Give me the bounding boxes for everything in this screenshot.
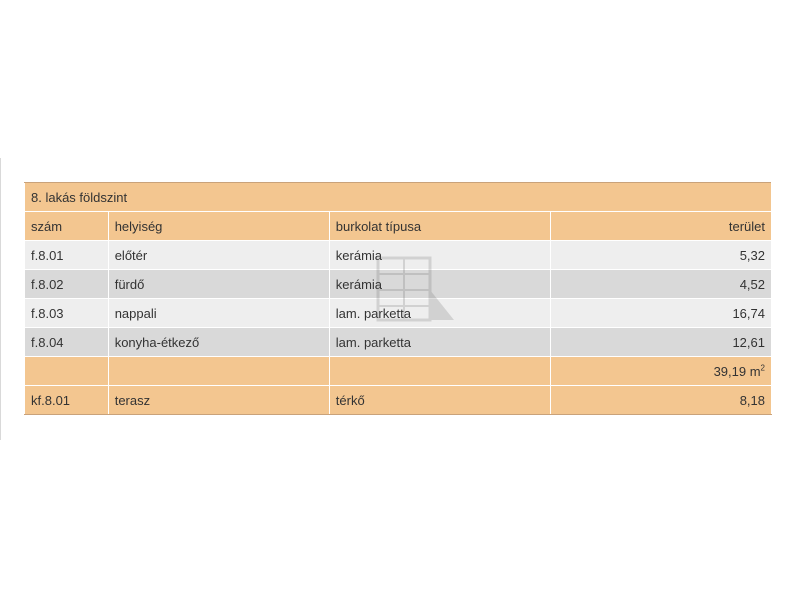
row-room: konyha-étkező [108,328,329,357]
row-flooring: kerámia [329,270,550,299]
row-area: 16,74 [550,299,771,328]
row-number: f.8.02 [25,270,109,299]
row-flooring: lam. parketta [329,299,550,328]
total-empty-cell [108,357,329,386]
row-area: 5,32 [550,241,771,270]
table-title: 8. lakás földszint [25,183,772,212]
left-edge-divider [0,158,1,440]
terrace-room: terasz [108,386,329,415]
row-flooring: lam. parketta [329,328,550,357]
row-area: 12,61 [550,328,771,357]
table-title-row [25,183,772,212]
total-area [550,357,771,386]
row-number: f.8.03 [25,299,109,328]
table-header-row [25,212,772,241]
row-room: előtér [108,241,329,270]
total-empty-cell [25,357,109,386]
terrace-flooring: térkő [329,386,550,415]
total-row [25,357,772,386]
total-empty-cell [329,357,550,386]
row-number: f.8.01 [25,241,109,270]
header-number: szám [25,212,109,241]
row-room: fürdő [108,270,329,299]
row-number: f.8.04 [25,328,109,357]
table-row [25,241,772,270]
total-area-unit-sup: 2 [760,363,765,373]
row-area: 4,52 [550,270,771,299]
terrace-number: kf.8.01 [25,386,109,415]
terrace-row [25,386,772,415]
row-flooring: kerámia [329,241,550,270]
table-row [25,328,772,357]
row-room: nappali [108,299,329,328]
table-row [25,270,772,299]
header-area: terület [550,212,771,241]
header-flooring: burkolat típusa [329,212,550,241]
table-row [25,299,772,328]
room-area-table [24,182,772,415]
total-area-value: 39,19 m [713,363,761,379]
header-room: helyiség [108,212,329,241]
terrace-area: 8,18 [550,386,771,415]
